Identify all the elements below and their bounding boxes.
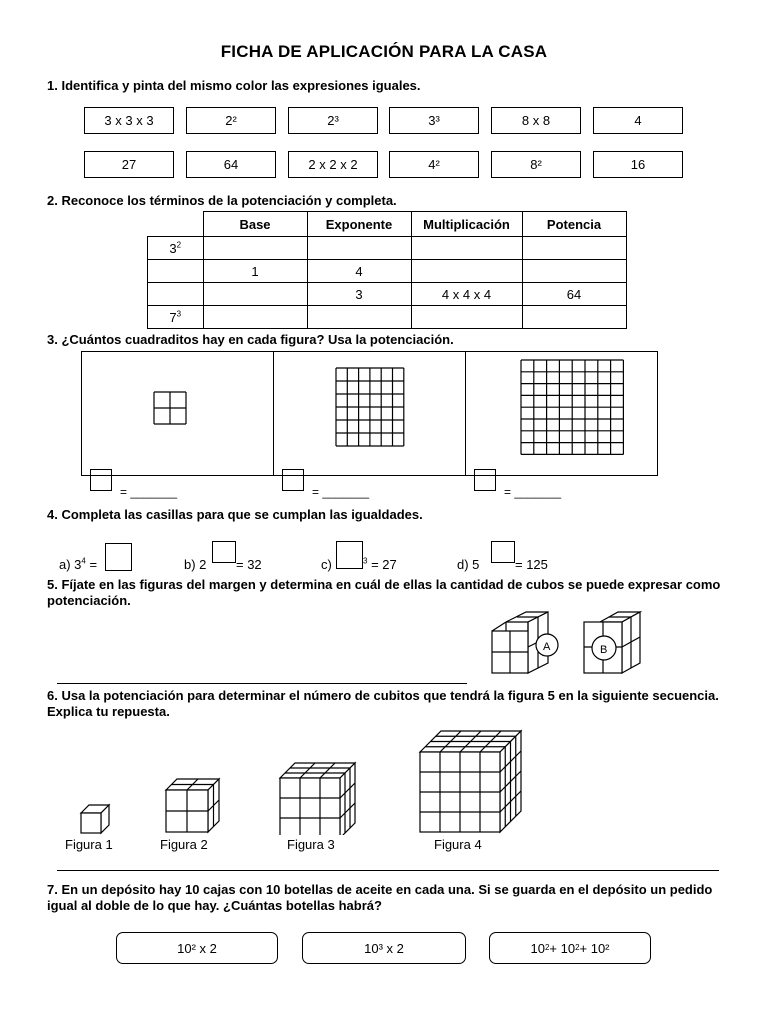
- answer-line[interactable]: [57, 870, 719, 871]
- expression-box[interactable]: 8²: [491, 151, 581, 178]
- expression-box[interactable]: 3 x 3 x 3: [84, 107, 174, 134]
- figure-panel-3: [465, 351, 658, 499]
- answer-square[interactable]: [282, 469, 304, 491]
- item-c-prefix: c): [321, 557, 332, 572]
- cube-figures: [488, 610, 648, 680]
- table-cell[interactable]: [203, 237, 307, 260]
- answer-box-d[interactable]: [491, 541, 515, 563]
- table-cell[interactable]: [522, 306, 626, 329]
- item-b-suffix: = 32: [236, 557, 262, 572]
- table-row: [148, 283, 627, 306]
- question-4: 4. Completa las casillas para que se cumplan las igualdades.: [47, 507, 423, 522]
- table-cell[interactable]: [411, 237, 522, 260]
- row-label: [148, 283, 204, 306]
- table-cell[interactable]: [522, 260, 626, 283]
- expression-box[interactable]: 2 x 2 x 2: [288, 151, 378, 178]
- answer-box-b[interactable]: [212, 541, 236, 563]
- figure-1-label: Figura 1: [65, 837, 113, 852]
- header-base: Base: [203, 212, 307, 237]
- option-3[interactable]: 10 2 + 10 2 + 10²: [489, 932, 651, 964]
- row-label: [148, 260, 204, 283]
- header-power: Potencia: [522, 212, 626, 237]
- figure-4-label: Figura 4: [434, 837, 482, 852]
- question-1: 1. Identifica y pinta del mismo color las expresiones iguales.: [47, 78, 421, 93]
- figure-panel-2: [273, 351, 466, 499]
- expression-box[interactable]: 2²: [186, 107, 276, 134]
- table-cell: 4: [307, 260, 411, 283]
- answer-box-c[interactable]: [336, 541, 363, 569]
- figure-panel-1: [81, 351, 274, 499]
- table-row: [148, 260, 627, 283]
- figure-3-label: Figura 3: [287, 837, 335, 852]
- terms-table: [147, 211, 627, 329]
- question-7: 7. En un depósito hay 10 cajas con 10 botellas de aceite en cada una. Si se guarda en el depósito un pedido igual al doble de lo que hay. ¿Cuántas botellas habrá?: [47, 882, 713, 913]
- row-label: $3^2$: [148, 237, 204, 260]
- table-cell[interactable]: [307, 237, 411, 260]
- table-cell[interactable]: [307, 306, 411, 329]
- table-cell[interactable]: [203, 306, 307, 329]
- table-row: [148, 306, 627, 329]
- row-label: $7^3$: [148, 306, 204, 329]
- expression-box[interactable]: 4²: [389, 151, 479, 178]
- grid-6x6: [335, 367, 405, 447]
- question-2: 2. Reconoce los términos de la potenciación y completa.: [47, 193, 397, 208]
- cube-sequence: [60, 725, 710, 835]
- label-a: A: [543, 641, 551, 653]
- item-a: a) $3^4$ =: [59, 556, 98, 572]
- figure-2-label: Figura 2: [160, 837, 208, 852]
- answer-line[interactable]: [57, 683, 467, 684]
- table-row: [148, 237, 627, 260]
- table-cell: 3: [307, 283, 411, 306]
- answer-blank[interactable]: = _______: [120, 485, 178, 499]
- item-c-suffix: $^3$ = 27: [363, 556, 397, 572]
- answer-square[interactable]: [90, 469, 112, 491]
- question-3: 3. ¿Cuántos cuadraditos hay en cada figura? Usa la potenciación.: [47, 332, 454, 347]
- expression-box[interactable]: 16: [593, 151, 683, 178]
- header-exponent: Exponente: [307, 212, 411, 237]
- question-5: 5. Fíjate en las figuras del margen y determina en cuál de ellas la cantidad de cubos se puede expresar como potenciación.: [47, 577, 721, 608]
- table-cell[interactable]: [411, 260, 522, 283]
- item-d-prefix: d) 5: [457, 557, 480, 572]
- table-cell: 4 x 4 x 4: [411, 283, 522, 306]
- grid-2x2: [153, 391, 187, 425]
- answer-blank[interactable]: = _______: [504, 485, 562, 499]
- grid-8x8: [520, 359, 624, 455]
- header-multiplication: Multiplicación: [411, 212, 522, 237]
- item-b-prefix: b) 2: [184, 557, 207, 572]
- expression-box[interactable]: 2³: [288, 107, 378, 134]
- table-cell[interactable]: [203, 283, 307, 306]
- table-cell[interactable]: [522, 237, 626, 260]
- answer-square[interactable]: [474, 469, 496, 491]
- expression-box[interactable]: 64: [186, 151, 276, 178]
- label-b: B: [600, 644, 608, 656]
- expression-box[interactable]: 4: [593, 107, 683, 134]
- expression-box[interactable]: 3³: [389, 107, 479, 134]
- table-cell: 1: [203, 260, 307, 283]
- expression-box[interactable]: 27: [84, 151, 174, 178]
- answer-blank[interactable]: = _______: [312, 485, 370, 499]
- expression-box[interactable]: 8 x 8: [491, 107, 581, 134]
- option-1[interactable]: 10² x 2: [116, 932, 278, 964]
- option-2[interactable]: 10³ x 2: [302, 932, 466, 964]
- page-title: FICHA DE APLICACIÓN PARA LA CASA: [220, 42, 548, 61]
- question-6: 6. Usa la potenciación para determinar el número de cubitos que tendrá la figura 5 en la siguiente secuencia. Explica tu repuesta.: [47, 688, 719, 719]
- table-cell: 64: [522, 283, 626, 306]
- table-cell[interactable]: [411, 306, 522, 329]
- table-corner: [148, 212, 204, 237]
- item-d-suffix: = 125: [515, 557, 548, 572]
- answer-box-a[interactable]: [105, 543, 132, 571]
